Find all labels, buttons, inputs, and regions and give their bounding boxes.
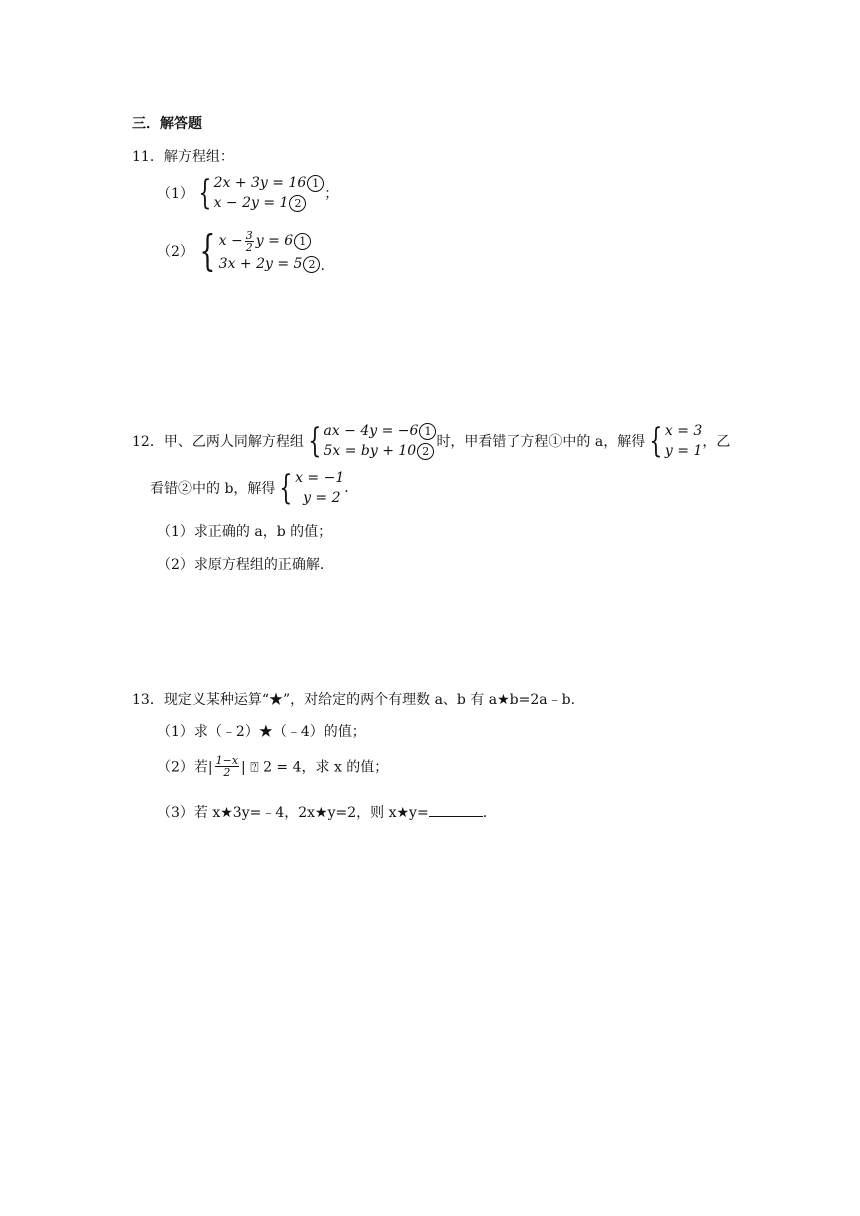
q11-p1-eq2: x − 2y = 1	[213, 195, 289, 211]
q13-p2-b: | ⍰ 2 = 4，求 x 的值；	[241, 759, 389, 776]
q13-part2	[157, 755, 388, 778]
q12-lead: 12．甲、乙两人同解方程组	[132, 434, 304, 450]
q12-eq1: ax − 4y = −6	[323, 423, 419, 439]
q11-part1-tail: ；	[324, 186, 339, 202]
q12-line2-end: .	[344, 480, 349, 496]
q12-part1: （1）求正确的 a，b 的值；	[157, 524, 333, 540]
q12-sol1-y: y = 1	[664, 443, 703, 459]
section-title: 三．解答题	[132, 116, 202, 132]
q11-part2-system: { x − $\frac{3}{2}$ y = 6 1 3x + 2y = 5 2	[194, 228, 321, 274]
circle-2-mark: 2	[303, 256, 320, 273]
q12-part2: （2）求原方程组的正确解.	[157, 557, 325, 573]
q13-part1: （1）求（﹣2）★（﹣4）的值；	[157, 724, 366, 740]
q13-p2-fraction: $\frac{1-x}{2}$	[215, 754, 239, 779]
q12-eq2: 5x = by + 10	[323, 443, 417, 459]
q12-system: { ax − 4y = −6 1 5x = by + 10 2	[304, 421, 437, 461]
q12-sol2-x: x = −1	[295, 470, 345, 486]
q12-solution-2: { x = −1 y = 2	[279, 468, 345, 508]
q12-line1	[132, 421, 730, 461]
answer-blank[interactable]	[429, 802, 483, 817]
q12-solution-1: { x = 3 y = 1	[649, 421, 703, 461]
q12-mid: 时，甲看错了方程①中的 a，解得	[436, 434, 646, 450]
q11-p2-eq1-a: x −	[218, 233, 243, 249]
q11-part1	[157, 173, 338, 213]
q11-stem: 11．解方程组：	[132, 149, 234, 165]
circle-2-mark: 2	[417, 443, 434, 460]
q11-part2-tail: .	[320, 258, 325, 274]
q12-sol2-y: y = 2	[303, 490, 341, 506]
q11-part2-label: （2）	[157, 244, 194, 260]
q11-part1-system: { 2x + 3y = 16 1 x − 2y = 1 2	[194, 173, 324, 213]
q13-stem: 13．现定义某种运算“★”，对给定的两个有理数 a、b 有 a★b=2a﹣b.	[132, 692, 576, 708]
q11-p2-fraction: $\frac{3}{2}$	[245, 228, 253, 254]
q11-p2-eq2: 3x + 2y = 5	[218, 256, 303, 272]
q12-line2	[150, 468, 349, 508]
q13-p3-text: （3）若 x★3y=﹣4，2x★y=2，则 x★y=	[157, 805, 429, 821]
q11-part2	[157, 228, 325, 274]
q11-part1-label: （1）	[157, 186, 194, 202]
q13-p3-end: .	[482, 805, 488, 821]
q12-after1: ，乙	[702, 434, 731, 450]
q11-p2-eq1-b: y = 6	[255, 233, 294, 249]
q12-line2-text: 看错②中的 b，解得	[150, 481, 276, 497]
q13-p2-a: （2）若|	[157, 759, 213, 776]
circle-2-mark: 2	[289, 195, 306, 212]
circle-1-mark: 1	[419, 423, 436, 440]
q11-p1-eq1: 2x + 3y = 16	[213, 175, 307, 191]
circle-1-mark: 1	[307, 175, 324, 192]
circle-1-mark: 1	[294, 233, 311, 250]
q12-sol1-x: x = 3	[664, 423, 703, 439]
q13-part3	[157, 802, 487, 822]
